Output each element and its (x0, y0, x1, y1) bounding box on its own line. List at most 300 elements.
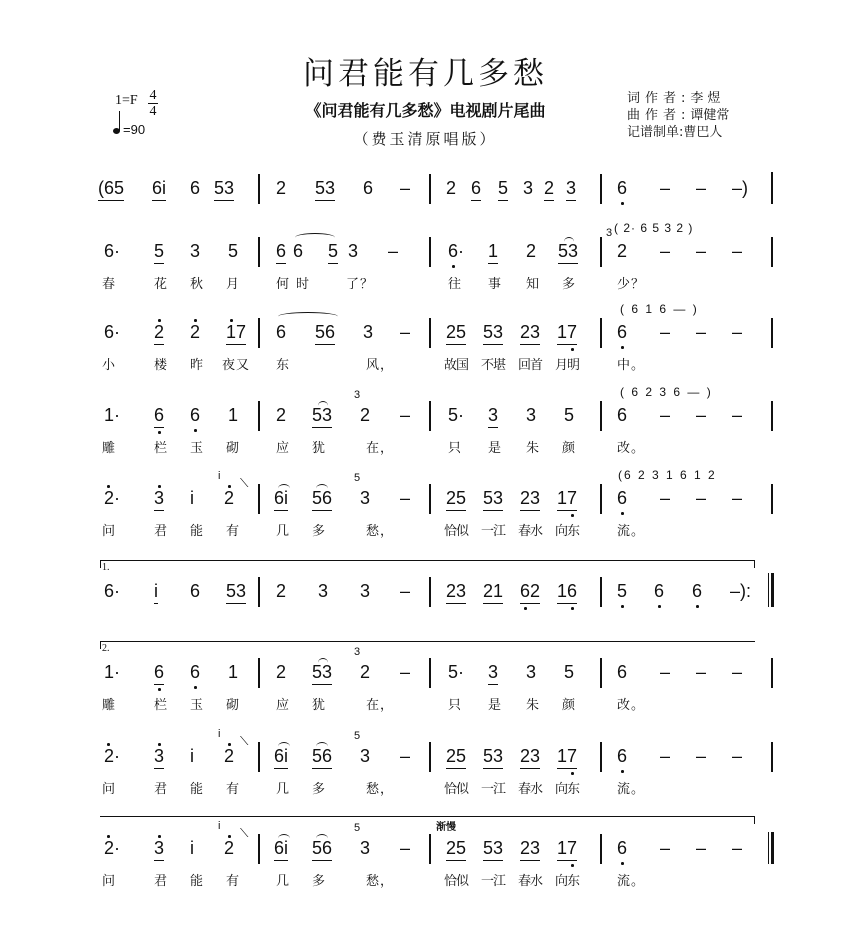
note: 21 (483, 581, 503, 604)
lyric: 应 (276, 698, 291, 713)
note: 3 (154, 746, 164, 769)
time-sig-bottom: 4 (149, 104, 157, 119)
note: 6· (448, 241, 465, 261)
high-octave-dot (194, 319, 197, 322)
note: 2 (190, 322, 201, 342)
barline (258, 237, 260, 267)
note: 6 (154, 405, 164, 428)
high-octave-dot (158, 835, 161, 838)
note: 5· (448, 662, 465, 682)
lyric: 多 (312, 524, 327, 539)
lyric: 君 (154, 524, 169, 539)
barline (258, 484, 260, 514)
note: 1 (228, 405, 239, 425)
score-row-3 (98, 385, 758, 465)
score-row-6-second-ending (98, 646, 758, 722)
note: 16 (557, 581, 577, 604)
note: – (660, 838, 671, 858)
coda-bracket (100, 816, 755, 817)
note: 6 (617, 746, 628, 766)
lyric: 月明 (555, 358, 580, 373)
note: 5 (564, 662, 575, 682)
score-row-7 (98, 728, 758, 806)
grace-note: 3 (354, 646, 361, 658)
tempo-value: =90 (123, 122, 146, 137)
note: 3 (360, 746, 371, 766)
note: 25 (446, 838, 466, 861)
high-octave-dot (107, 835, 110, 838)
grace-note: 3 (354, 389, 361, 401)
lyric: 颜 (562, 441, 577, 456)
note: 2 (360, 405, 371, 425)
barline (771, 401, 773, 431)
lyric: 往 (448, 277, 463, 292)
volta-bracket-2 (100, 641, 755, 642)
note: 2· (104, 488, 121, 508)
note: – (696, 488, 707, 508)
lyric: 是 (488, 698, 503, 713)
barline (258, 318, 260, 348)
note: 56 (312, 746, 332, 769)
note: 2 (154, 322, 164, 345)
note: 17 (557, 322, 577, 345)
note: 23 (520, 838, 540, 861)
lyric: 流。 (617, 782, 646, 797)
note: – (400, 581, 411, 601)
note: 56 (312, 488, 332, 511)
lyric: 不堪 (481, 358, 506, 373)
slur (318, 401, 328, 410)
note: – (696, 322, 707, 342)
note: 3 (488, 662, 498, 685)
lyric: 秋 (190, 277, 205, 292)
note: 17 (557, 488, 577, 511)
note: 6 (154, 662, 164, 685)
volta-label: 2. (102, 643, 110, 654)
lyric: 多 (312, 782, 327, 797)
barline (600, 834, 602, 864)
note: 2 (276, 178, 287, 198)
song-subtitle: 《问君能有几多愁》电视剧片尾曲 (305, 101, 546, 120)
grace-note: i (218, 728, 221, 740)
final-barline-thick (771, 832, 774, 864)
lyric: 事 (488, 277, 503, 292)
volta-label: 1. (102, 562, 110, 573)
lyric: 朱 (526, 441, 541, 456)
note: – (660, 746, 671, 766)
lyric: 玉 (190, 441, 205, 456)
grace-note: 3 (606, 227, 613, 239)
note: 6 (617, 488, 628, 508)
note: 6 (617, 405, 628, 425)
barline (600, 174, 602, 204)
barline (771, 742, 773, 772)
lyric: 春 (102, 277, 117, 292)
accompaniment-line: ( 6 1 6 — ) (620, 302, 699, 316)
barline (600, 401, 602, 431)
lyric: 向东 (555, 782, 580, 797)
note: 2· (104, 746, 121, 766)
lyric: 几 (276, 874, 291, 889)
lyric: 春水 (518, 782, 543, 797)
barline (771, 484, 773, 514)
note: – (660, 488, 671, 508)
volta-hook (100, 560, 101, 568)
lyric: 颜 (562, 698, 577, 713)
note: 6· (104, 241, 121, 261)
note: 3 (348, 241, 359, 261)
high-octave-dot (228, 743, 231, 746)
barline (429, 484, 431, 514)
accompaniment-line: ( 2· 6 5 3 2 ) (614, 221, 694, 235)
note: 3 (488, 405, 498, 428)
slur (278, 312, 338, 321)
barline (258, 577, 260, 607)
note: 2 (224, 746, 235, 766)
lyric: 一江 (481, 524, 506, 539)
note: 6 (276, 241, 286, 264)
lyric: 楼 (154, 358, 169, 373)
note: 6 (471, 178, 481, 201)
credit-label: 记谱制单: (627, 125, 684, 140)
note: 2· (104, 838, 121, 858)
credits (627, 90, 729, 141)
slur (278, 742, 290, 751)
lyric: 中。 (617, 358, 646, 373)
note: – (400, 405, 411, 425)
slur (316, 742, 328, 751)
note: i (190, 838, 194, 858)
high-octave-dot (107, 485, 110, 488)
lyric: 风， (366, 358, 395, 373)
lyric: 改。 (617, 698, 646, 713)
quarter-note-icon (113, 128, 120, 134)
note: – (732, 241, 743, 261)
note: 2 (526, 241, 537, 261)
barline (600, 577, 602, 607)
time-sig-top: 4 (149, 88, 157, 103)
high-octave-dot (228, 835, 231, 838)
lyric: 知 (526, 277, 541, 292)
note: 1· (104, 662, 121, 682)
score-row-8-final (98, 820, 758, 898)
lyric: 几 (276, 524, 291, 539)
lyric: 恰似 (444, 524, 469, 539)
note: – (400, 488, 411, 508)
barline (600, 742, 602, 772)
note: 2 (276, 662, 287, 682)
note: 6 (190, 405, 201, 425)
note: 2 (617, 241, 628, 261)
note: – (696, 662, 707, 682)
credit-label: 词作者: (627, 91, 691, 106)
note: 53 (483, 838, 503, 861)
final-barline-thin (768, 832, 769, 864)
lyric: 流。 (617, 524, 646, 539)
barline (429, 834, 431, 864)
note: – (732, 746, 743, 766)
note: – (732, 488, 743, 508)
lyric: 问 (102, 874, 117, 889)
note: 53 (312, 405, 332, 428)
lyric: 只 (448, 698, 463, 713)
note: 3 (154, 838, 164, 861)
score-row-2 (98, 302, 758, 382)
note: 6i (274, 838, 288, 861)
high-octave-dot (158, 743, 161, 746)
high-octave-dot (158, 485, 161, 488)
low-octave-dot (158, 688, 161, 691)
barline (429, 401, 431, 431)
accompaniment-line: (6 2 3 1 6 1 2 (618, 468, 717, 482)
note: – (660, 662, 671, 682)
note: – (400, 322, 411, 342)
slur (278, 484, 290, 493)
time-signature (148, 88, 158, 119)
accompaniment-line: ( 6 2 3 6 — ) (620, 385, 713, 399)
slur (318, 658, 328, 667)
lyric: 时 (296, 277, 311, 292)
note: 6 (190, 178, 201, 198)
lyric: 改。 (617, 441, 646, 456)
barline (258, 834, 260, 864)
note: 6 (617, 838, 628, 858)
note: 6 (617, 178, 628, 198)
note: 6 (363, 178, 374, 198)
note: – (696, 178, 707, 198)
lyric: 故国 (444, 358, 469, 373)
note: – (696, 838, 707, 858)
note: – (696, 405, 707, 425)
lyric: 犹 (312, 441, 327, 456)
note: 23 (446, 581, 466, 604)
lyric: 向东 (555, 524, 580, 539)
barline (429, 658, 431, 688)
lyric: 只 (448, 441, 463, 456)
credit-value: 曹巴人 (683, 125, 723, 140)
note: 5 (564, 405, 575, 425)
barline (258, 742, 260, 772)
note: 25 (446, 488, 466, 511)
note: 2 (276, 581, 287, 601)
slur (316, 834, 328, 843)
lyric: 是 (488, 441, 503, 456)
lyric: 应 (276, 441, 291, 456)
lyric: 在， (366, 441, 395, 456)
barline (771, 237, 773, 267)
note: – (660, 322, 671, 342)
barline (429, 742, 431, 772)
note: 6· (104, 322, 121, 342)
note: 3 (360, 488, 371, 508)
note: 3 (363, 322, 374, 342)
glissando-icon: ⟍ (240, 826, 249, 840)
note: – (732, 405, 743, 425)
note: 53 (214, 178, 234, 201)
lyric: 问 (102, 782, 117, 797)
slur (278, 834, 290, 843)
note: – (660, 405, 671, 425)
note: 5 (617, 581, 628, 601)
barline-end (771, 172, 773, 204)
low-octave-dot (452, 265, 455, 268)
note: 5· (448, 405, 465, 425)
score-row-5-first-ending (98, 581, 758, 621)
note: 3 (190, 241, 201, 261)
high-octave-dot (228, 485, 231, 488)
high-octave-dot (158, 319, 161, 322)
note: – (400, 746, 411, 766)
note: 6 (276, 322, 287, 342)
lyric: 何 (276, 277, 291, 292)
barline (429, 237, 431, 267)
note: 6 (293, 241, 304, 261)
note: 3 (360, 581, 371, 601)
low-octave-dot (571, 514, 574, 517)
lyric: 在， (366, 698, 395, 713)
lyric: 一江 (481, 782, 506, 797)
lyric: 君 (154, 782, 169, 797)
lyric: 多 (312, 874, 327, 889)
barline (600, 237, 602, 267)
lyric: 栏 (154, 441, 169, 456)
barline (771, 318, 773, 348)
low-octave-dot (621, 605, 624, 608)
note: 3 (566, 178, 576, 201)
lyric: 小 (102, 358, 117, 373)
note: 5 (228, 241, 239, 261)
low-octave-dot (571, 607, 574, 610)
score-row-intro (98, 178, 758, 218)
version-note: （费玉清原唱版） (353, 130, 498, 148)
note: 53 (483, 746, 503, 769)
lyric: 月 (226, 277, 241, 292)
low-octave-dot (658, 605, 661, 608)
note: 53 (483, 488, 503, 511)
note: – (660, 241, 671, 261)
note: 6 (617, 322, 628, 342)
note: 1 (488, 241, 498, 264)
note: 25 (446, 746, 466, 769)
lyric: 能 (190, 782, 205, 797)
barline (771, 658, 773, 688)
note: 1· (104, 405, 121, 425)
low-octave-dot (621, 512, 624, 515)
note: 53 (558, 241, 578, 264)
note: i (190, 746, 194, 766)
lyric: 有 (226, 524, 241, 539)
note: 6 (190, 662, 201, 682)
song-title: 问君能有几多愁 (303, 56, 548, 92)
credit-composer (627, 107, 729, 124)
note: 2 (276, 405, 287, 425)
score-row-1 (98, 221, 758, 301)
lyric: 春水 (518, 874, 543, 889)
note: –): (730, 581, 752, 601)
glissando-icon: ⟍ (240, 734, 249, 748)
lyric: 雕 (102, 441, 117, 456)
note: 6 (692, 581, 703, 601)
note: 53 (312, 662, 332, 685)
note: 1 (228, 662, 239, 682)
note: 3 (318, 581, 329, 601)
note: –) (732, 178, 749, 198)
credit-value: 谭健常 (690, 108, 730, 123)
note: 2 (544, 178, 554, 201)
low-octave-dot (571, 864, 574, 867)
grace-note: i (218, 470, 221, 482)
note: i (190, 488, 194, 508)
note: 3 (526, 405, 537, 425)
lyric: 砌 (226, 698, 241, 713)
lyric: 昨 (190, 358, 205, 373)
lyric: 几 (276, 782, 291, 797)
barline (600, 318, 602, 348)
volta-hook (754, 560, 755, 568)
repeat-barline-thin (768, 573, 769, 607)
note: 2 (224, 838, 235, 858)
glissando-icon: ⟍ (240, 476, 249, 490)
lyric: 向东 (555, 874, 580, 889)
low-octave-dot (621, 770, 624, 773)
barline (600, 484, 602, 514)
lyric: 多 (562, 277, 577, 292)
lyric: 恰似 (444, 874, 469, 889)
note: – (660, 178, 671, 198)
lyric: 砌 (226, 441, 241, 456)
lyric: 有 (226, 782, 241, 797)
lyric: 有 (226, 874, 241, 889)
score-row-4 (98, 468, 758, 548)
low-octave-dot (621, 862, 624, 865)
note: 53 (315, 178, 335, 201)
lyric: 愁， (366, 524, 395, 539)
note: – (732, 838, 743, 858)
grace-note: 5 (354, 730, 361, 742)
note: 5 (328, 241, 338, 264)
note: – (400, 178, 411, 198)
note: 17 (226, 322, 246, 345)
note: 56 (315, 322, 335, 345)
credit-lyricist (627, 90, 729, 107)
note: 25 (446, 322, 466, 345)
barline (429, 577, 431, 607)
lyric: 流。 (617, 874, 646, 889)
note: 2 (360, 662, 371, 682)
low-octave-dot (194, 686, 197, 689)
slur (316, 484, 328, 493)
lyric: 愁， (366, 874, 395, 889)
lyric: 夜又 (222, 358, 251, 373)
note: 23 (520, 746, 540, 769)
high-octave-dot (230, 319, 233, 322)
lyric: 了？ (346, 277, 375, 292)
low-octave-dot (571, 772, 574, 775)
low-octave-dot (696, 605, 699, 608)
repeat-barline-thick (771, 573, 774, 607)
lyric: 能 (190, 874, 205, 889)
credit-transcriber (627, 124, 729, 141)
high-octave-dot (107, 743, 110, 746)
barline (600, 658, 602, 688)
ritardando-marking: 渐慢 (436, 822, 456, 833)
low-octave-dot (194, 429, 197, 432)
note: 2 (446, 178, 457, 198)
low-octave-dot (158, 431, 161, 434)
key-signature: 1=F (115, 93, 138, 108)
note: (65 (98, 178, 124, 201)
low-octave-dot (621, 346, 624, 349)
